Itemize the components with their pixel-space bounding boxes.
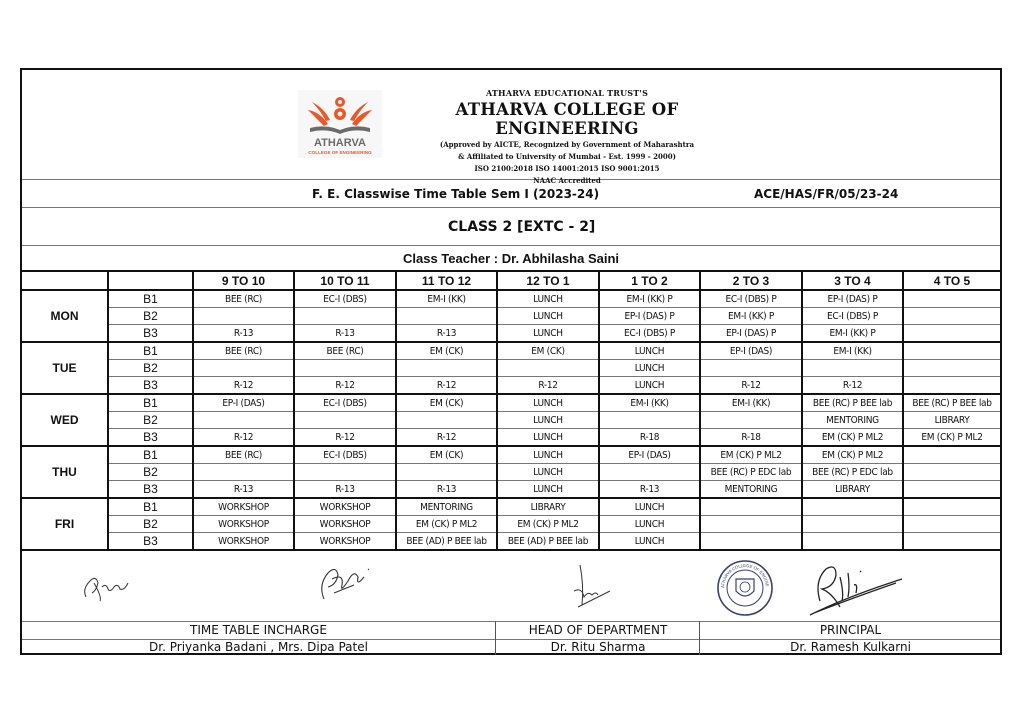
college-logo bbox=[298, 90, 382, 158]
college-name: ATHARVA COLLEGE OF ENGINEERING bbox=[455, 100, 679, 138]
timetable-cell bbox=[193, 412, 294, 429]
timetable-cell: EP-I (DAS) bbox=[599, 446, 700, 464]
table-row bbox=[22, 429, 1000, 447]
signatory-roles-row bbox=[22, 621, 1000, 640]
timetable-cell: EC-I (DBS) P bbox=[802, 308, 903, 325]
timetable-cell: LUNCH bbox=[497, 446, 599, 464]
timetable-cell: R-13 bbox=[396, 481, 497, 499]
batch-label: B1 bbox=[108, 446, 193, 464]
timetable-cell: EM-I (KK) P bbox=[700, 308, 802, 325]
table-row bbox=[22, 533, 1000, 551]
timetable-cell: EM-I (KK) P bbox=[802, 325, 903, 343]
timetable-cell bbox=[903, 516, 1000, 533]
timetable-cell: EM (CK) P ML2 bbox=[700, 446, 802, 464]
timetable-cell: LUNCH bbox=[497, 412, 599, 429]
timetable-cell: BEE (RC) bbox=[294, 342, 396, 360]
table-row bbox=[22, 377, 1000, 395]
timetable-cell bbox=[903, 481, 1000, 499]
timetable-cell: LUNCH bbox=[497, 394, 599, 412]
timetable-cell: LIBRARY bbox=[497, 498, 599, 516]
batch-label: B3 bbox=[108, 377, 193, 395]
timetable-cell: BEE (RC) bbox=[193, 446, 294, 464]
timetable-cell bbox=[294, 308, 396, 325]
timetable-cell: LUNCH bbox=[497, 464, 599, 481]
timetable-cell: EM (CK) P ML2 bbox=[497, 516, 599, 533]
timetable-cell bbox=[903, 290, 1000, 308]
timetable-cell bbox=[903, 533, 1000, 551]
role-timetable-incharge: TIME TABLE INCHARGE bbox=[190, 623, 327, 637]
signatory-names-row bbox=[22, 639, 1000, 655]
timetable-cell: EM (CK) bbox=[396, 394, 497, 412]
timetable-cell bbox=[903, 464, 1000, 481]
time-slot: 11 TO 12 bbox=[396, 272, 497, 290]
timetable-cell: WORKSHOP bbox=[294, 498, 396, 516]
table-row bbox=[22, 498, 1000, 516]
timetable-cell: EP-I (DAS) bbox=[700, 342, 802, 360]
document-code: ACE/HAS/FR/05/23-24 bbox=[754, 187, 899, 201]
timetable-cell bbox=[802, 498, 903, 516]
timetable-cell: WORKSHOP bbox=[294, 533, 396, 551]
timetable-cell: EP-I (DAS) bbox=[193, 394, 294, 412]
timetable-cell: R-13 bbox=[294, 325, 396, 343]
timetable-cell: WORKSHOP bbox=[294, 516, 396, 533]
timetable-cell: EM (CK) bbox=[396, 342, 497, 360]
timetable-cell: BEE (RC) P BEE lab bbox=[903, 394, 1000, 412]
timetable-cell: LUNCH bbox=[497, 429, 599, 447]
timetable-cell bbox=[294, 412, 396, 429]
timetable-cell: LUNCH bbox=[599, 342, 700, 360]
timetable-cell: BEE (RC) P EDC lab bbox=[802, 464, 903, 481]
batch-label: B1 bbox=[108, 394, 193, 412]
day-column-header bbox=[22, 272, 108, 290]
batch-label: B2 bbox=[108, 360, 193, 377]
time-slot: 2 TO 3 bbox=[700, 272, 802, 290]
iso-line: ISO 2100:2018 ISO 14001:2015 ISO 9001:2015 bbox=[474, 164, 660, 173]
timetable-cell: EM (CK) P ML2 bbox=[396, 516, 497, 533]
time-slot-header bbox=[22, 272, 1000, 290]
svg-text:COLLEGE OF ENGINEERING: COLLEGE OF ENGINEERING bbox=[308, 150, 372, 155]
signature-priyanka bbox=[80, 569, 140, 610]
timetable-cell bbox=[396, 360, 497, 377]
table-row bbox=[22, 446, 1000, 464]
timetable-cell: R-12 bbox=[193, 429, 294, 447]
batch-label: B3 bbox=[108, 533, 193, 551]
title-row bbox=[22, 180, 1000, 208]
class-name: CLASS 2 [EXTC - 2] bbox=[448, 219, 596, 235]
time-slot: 3 TO 4 bbox=[802, 272, 903, 290]
timetable-cell bbox=[903, 342, 1000, 360]
name-timetable-incharge: Dr. Priyanka Badani , Mrs. Dipa Patel bbox=[149, 640, 368, 654]
timetable-cell: LIBRARY bbox=[903, 412, 1000, 429]
timetable-cell: MENTORING bbox=[396, 498, 497, 516]
timetable-cell bbox=[193, 464, 294, 481]
timetable-cell: MENTORING bbox=[802, 412, 903, 429]
timetable-cell: EM (CK) bbox=[396, 446, 497, 464]
table-row bbox=[22, 308, 1000, 325]
batch-label: B1 bbox=[108, 290, 193, 308]
time-slot: 1 TO 2 bbox=[599, 272, 700, 290]
timetable-cell: BEE (AD) P BEE lab bbox=[396, 533, 497, 551]
signature-dipa bbox=[314, 559, 384, 614]
timetable-cell: LUNCH bbox=[599, 498, 700, 516]
batch-label: B1 bbox=[108, 342, 193, 360]
role-principal: PRINCIPAL bbox=[699, 621, 1001, 639]
timetable-cell bbox=[903, 498, 1000, 516]
batch-label: B3 bbox=[108, 429, 193, 447]
timetable-cell: R-12 bbox=[294, 429, 396, 447]
timetable-cell: R-18 bbox=[700, 429, 802, 447]
timetable-cell: EM-I (KK) bbox=[396, 290, 497, 308]
timetable-cell: LUNCH bbox=[497, 308, 599, 325]
institution-block bbox=[402, 88, 732, 186]
timetable-cell: MENTORING bbox=[700, 481, 802, 499]
naac-line: NAAC Accredited bbox=[533, 176, 601, 185]
timetable-cell: EM-I (KK) bbox=[599, 394, 700, 412]
timetable-cell: R-12 bbox=[497, 377, 599, 395]
table-row bbox=[22, 325, 1000, 343]
timetable-cell: EP-I (DAS) P bbox=[700, 325, 802, 343]
timetable-cell: LUNCH bbox=[497, 290, 599, 308]
timetable-cell: R-13 bbox=[193, 481, 294, 499]
timetable-cell: EM (CK) bbox=[497, 342, 599, 360]
timetable-cell: EM (CK) P ML2 bbox=[802, 446, 903, 464]
batch-label: B2 bbox=[108, 516, 193, 533]
timetable-cell bbox=[700, 412, 802, 429]
timetable-cell bbox=[599, 412, 700, 429]
timetable-cell bbox=[802, 360, 903, 377]
timetable-cell: R-13 bbox=[599, 481, 700, 499]
approval-line-1: (Approved by AICTE, Recognized by Government of Maharashtra bbox=[439, 140, 695, 149]
timetable-cell: R-12 bbox=[396, 377, 497, 395]
timetable-cell: LUNCH bbox=[497, 481, 599, 499]
timetable-cell: EC-I (DBS) bbox=[294, 394, 396, 412]
timetable-cell bbox=[396, 308, 497, 325]
timetable-cell bbox=[903, 308, 1000, 325]
svg-text:ATHARVA COLLEGE OF ENGINEERING: ATHARVA COLLEGE OF ENGINE bbox=[719, 562, 770, 589]
class-teacher-row bbox=[22, 246, 1000, 272]
timetable-cell: LUNCH bbox=[599, 516, 700, 533]
timetable-cell bbox=[700, 498, 802, 516]
timetable-cell bbox=[903, 325, 1000, 343]
timetable-cell: BEE (RC) bbox=[193, 342, 294, 360]
signature-ritu bbox=[564, 561, 614, 618]
table-row bbox=[22, 464, 1000, 481]
timetable-cell: BEE (RC) P EDC lab bbox=[700, 464, 802, 481]
day-label: THU bbox=[22, 446, 108, 498]
timetable-cell: BEE (AD) P BEE lab bbox=[497, 533, 599, 551]
time-slot: 9 TO 10 bbox=[193, 272, 294, 290]
class-teacher: Class Teacher : Dr. Abhilasha Saini bbox=[402, 251, 620, 266]
batch-label: B1 bbox=[108, 498, 193, 516]
timetable-cell: WORKSHOP bbox=[193, 533, 294, 551]
trust-name: ATHARVA EDUCATIONAL TRUST'S bbox=[485, 88, 649, 98]
day-label: TUE bbox=[22, 342, 108, 394]
timetable-cell: R-12 bbox=[396, 429, 497, 447]
day-label: FRI bbox=[22, 498, 108, 550]
day-label: MON bbox=[22, 290, 108, 342]
timetable-cell bbox=[193, 308, 294, 325]
timetable-cell bbox=[802, 533, 903, 551]
timetable-cell: LUNCH bbox=[599, 377, 700, 395]
timetable-cell bbox=[903, 446, 1000, 464]
timetable-cell: EP-I (DAS) P bbox=[802, 290, 903, 308]
timetable-cell: R-12 bbox=[294, 377, 396, 395]
table-row bbox=[22, 481, 1000, 499]
college-seal bbox=[716, 559, 774, 622]
timetable-cell bbox=[294, 464, 396, 481]
timetable-cell: EC-I (DBS) P bbox=[700, 290, 802, 308]
role-head-of-department: HEAD OF DEPARTMENT bbox=[495, 621, 700, 639]
timetable-cell bbox=[903, 377, 1000, 395]
timetable-cell: EM (CK) P ML2 bbox=[802, 429, 903, 447]
timetable-cell: R-12 bbox=[193, 377, 294, 395]
timetable-cell: LUNCH bbox=[599, 533, 700, 551]
timetable-cell bbox=[497, 360, 599, 377]
batch-label: B2 bbox=[108, 412, 193, 429]
time-slot: 4 TO 5 bbox=[903, 272, 1000, 290]
timetable-cell: LIBRARY bbox=[802, 481, 903, 499]
timetable-cell: EC-I (DBS) P bbox=[599, 325, 700, 343]
timetable-cell bbox=[700, 533, 802, 551]
timetable-cell: R-13 bbox=[294, 481, 396, 499]
timetable-cell: R-13 bbox=[396, 325, 497, 343]
timetable-sheet bbox=[20, 68, 1002, 655]
timetable-cell bbox=[599, 464, 700, 481]
timetable-cell: R-12 bbox=[700, 377, 802, 395]
svg-text:ATHARVA: ATHARVA bbox=[314, 137, 366, 149]
table-row bbox=[22, 394, 1000, 412]
timetable-cell: LUNCH bbox=[497, 325, 599, 343]
signature-row bbox=[22, 553, 1000, 622]
class-row bbox=[22, 208, 1000, 246]
timetable-cell: EM-I (KK) bbox=[802, 342, 903, 360]
timetable-cell bbox=[700, 360, 802, 377]
timetable-cell: WORKSHOP bbox=[193, 516, 294, 533]
table-row bbox=[22, 360, 1000, 377]
timetable-cell bbox=[700, 516, 802, 533]
timetable-cell bbox=[294, 360, 396, 377]
time-slot: 12 TO 1 bbox=[497, 272, 599, 290]
timetable-cell: EC-I (DBS) bbox=[294, 446, 396, 464]
timetable-cell: BEE (RC) P BEE lab bbox=[802, 394, 903, 412]
timetable-cell bbox=[193, 360, 294, 377]
batch-label: B3 bbox=[108, 481, 193, 499]
time-slot: 10 TO 11 bbox=[294, 272, 396, 290]
name-principal: Dr. Ramesh Kulkarni bbox=[699, 639, 1001, 655]
name-head-of-department: Dr. Ritu Sharma bbox=[495, 639, 700, 655]
timetable-title: F. E. Classwise Time Table Sem I (2023-24) bbox=[312, 187, 600, 201]
timetable-cell bbox=[396, 464, 497, 481]
timetable-cell: EM-I (KK) P bbox=[599, 290, 700, 308]
timetable-cell: EC-I (DBS) bbox=[294, 290, 396, 308]
table-row bbox=[22, 516, 1000, 533]
batch-label: B3 bbox=[108, 325, 193, 343]
batch-column-header bbox=[108, 272, 193, 290]
letterhead bbox=[22, 70, 1000, 185]
table-row bbox=[22, 290, 1000, 308]
timetable-cell bbox=[903, 360, 1000, 377]
timetable-cell: WORKSHOP bbox=[193, 498, 294, 516]
timetable-cell: LUNCH bbox=[599, 360, 700, 377]
timetable-cell bbox=[802, 516, 903, 533]
timetable-cell: EM (CK) P ML2 bbox=[903, 429, 1000, 447]
table-row bbox=[22, 412, 1000, 429]
approval-line-2: & Affiliated to University of Mumbai - Est. 1999 - 2000) bbox=[458, 152, 676, 161]
timetable-cell bbox=[396, 412, 497, 429]
table-row bbox=[22, 342, 1000, 360]
timetable-cell: EP-I (DAS) P bbox=[599, 308, 700, 325]
timetable-cell: BEE (RC) bbox=[193, 290, 294, 308]
signature-ramesh bbox=[806, 557, 906, 622]
timetable-cell: R-12 bbox=[802, 377, 903, 395]
timetable-grid bbox=[22, 272, 1000, 551]
timetable-cell: R-18 bbox=[599, 429, 700, 447]
batch-label: B2 bbox=[108, 464, 193, 481]
day-label: WED bbox=[22, 394, 108, 446]
timetable-cell: EM-I (KK) bbox=[700, 394, 802, 412]
timetable-cell: R-13 bbox=[193, 325, 294, 343]
batch-label: B2 bbox=[108, 308, 193, 325]
